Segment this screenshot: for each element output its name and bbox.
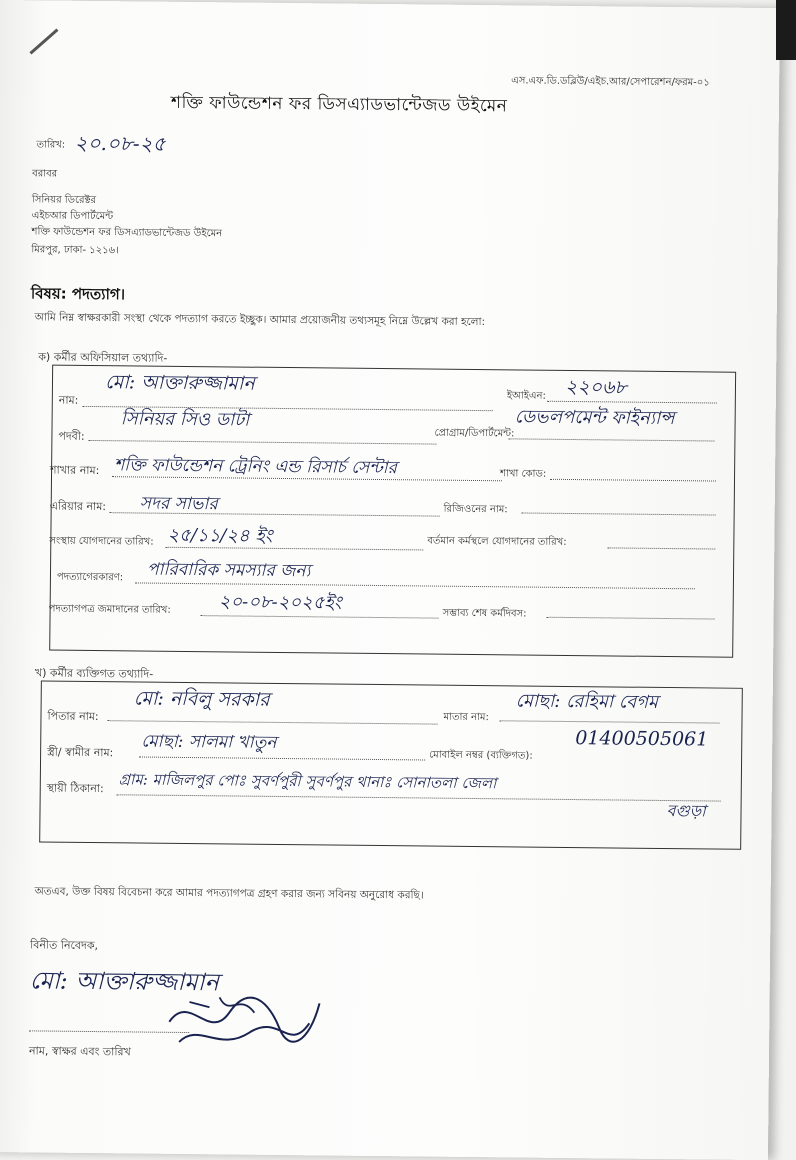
branch-label: শাখার নাম: bbox=[50, 463, 100, 478]
address-value-line-2: বগুড়া bbox=[666, 801, 706, 821]
subject: বিষয়: পদত্যাগ। bbox=[30, 284, 126, 304]
father-value: মো: নবিলু সরকার bbox=[133, 687, 270, 711]
reason-label: পদত্যাগেরকারণ: bbox=[56, 571, 124, 584]
area-value: সদর সাভার bbox=[139, 493, 218, 515]
name-value: মো: আক্তারুজ্জামান bbox=[104, 371, 255, 395]
official-heading: ক) কর্মীর অফিসিয়াল তথ্যাদি- bbox=[38, 350, 168, 365]
mother-label: মাতার নাম: bbox=[443, 711, 489, 724]
designation-value: সিনিয়র সিও ডাটা bbox=[120, 408, 250, 431]
personal-info-box bbox=[39, 680, 743, 849]
submit-date-value: ২০-০৮-২০২৫ইং bbox=[218, 591, 342, 614]
ein-value: ২২০৬৮ bbox=[564, 375, 627, 399]
branch-code-label: শাখা কোড: bbox=[500, 468, 547, 480]
personal-heading: খ) কর্মীর ব্যক্তিগত তথ্যাদি- bbox=[34, 666, 154, 681]
ein-label: ইআইএন: bbox=[506, 390, 546, 402]
date-label: তারিখ: bbox=[36, 139, 66, 151]
address-label: স্থায়ী ঠিকানা: bbox=[46, 781, 104, 796]
spouse-label: স্ত্রী/ স্বামীর নাম: bbox=[47, 745, 114, 760]
recipient-line-2: এইচআর ডিপার্টমেন্ট bbox=[31, 210, 114, 223]
mobile-label: মোবাইল নম্বর (ব্যক্তিগত): bbox=[429, 749, 533, 762]
program-label: প্রোগ্রাম/ডিপার্টমেন্ট: bbox=[434, 427, 515, 440]
organization-title: শক্তি ফাউন্ডেশন ফর ডিসএ্যাডভান্টেজড উইমেন bbox=[170, 92, 508, 117]
father-label: পিতার নাম: bbox=[47, 709, 99, 724]
recipient-line-1: সিনিয়র ডিরেক্টর bbox=[31, 194, 97, 207]
last-workday-label: সম্ভাব্য শেষ কর্মদিবস: bbox=[442, 607, 527, 620]
name-label: নাম: bbox=[58, 393, 79, 407]
signature bbox=[159, 982, 330, 1064]
mobile-value: 01400505061 bbox=[575, 727, 709, 751]
program-value: ডেভলপমেন্ট ফাইন্যান্স bbox=[514, 406, 675, 430]
intro-text: আমি নিম্ন স্বাক্ষরকারী সংস্থা থেকে পদত্যাগ করতে ইচ্ছুক। আমার প্রয়োজনীয় তথ্যসমূহ নিম্নে উল্লেখ করা হলো: bbox=[34, 311, 486, 329]
branch-value: শক্তি ফাউন্ডেশন ট্রেনিং এন্ড রিসার্চ সেন্টার bbox=[114, 455, 398, 479]
joining-label: সংস্থায় যোগদানের তারিখ: bbox=[49, 535, 154, 548]
reason-value: পারিবারিক সমস্যার জন্য bbox=[146, 559, 311, 582]
regards: বিনীত নিবেদক, bbox=[30, 938, 99, 953]
signer-name-handwritten: মো: আক্তারুজ্জামান bbox=[29, 966, 220, 997]
date-value: ২০.০৮-২৫ bbox=[74, 130, 166, 156]
joining-value: ২৫/১১/২৪ ইং bbox=[167, 524, 273, 547]
official-info-box bbox=[49, 365, 736, 658]
to-label: বরাবর bbox=[32, 168, 58, 180]
background-edge bbox=[776, 0, 796, 60]
spouse-value: মোছা: সালমা খাতুন bbox=[141, 731, 277, 753]
sign-label: নাম, স্বাক্ষর এবং তারিখ bbox=[28, 1044, 131, 1059]
region-label: রিজিওনের নাম: bbox=[443, 503, 508, 516]
designation-label: পদবী: bbox=[58, 429, 85, 443]
recipient-line-3: শক্তি ফাউন্ডেশন ফর ডিসএ্যাডভান্টেজড উইমেন bbox=[31, 226, 223, 240]
submit-date-label: পদত্যাগপত্র জমাদানের তারিখ: bbox=[48, 603, 171, 616]
recipient-line-4: মিরপুর, ঢাকা- ১২১৬। bbox=[31, 244, 119, 257]
current-joining-label: বর্তমান কর্মস্থলে যোগদানের তারিখ: bbox=[427, 535, 567, 548]
form-code: এস.এফ.ডি.ডব্লিউ/এইচ.আর/সেপারেশন/ফরম-০১ bbox=[511, 75, 710, 89]
mother-value: মোছা: রেহিমা বেগম bbox=[515, 690, 659, 713]
area-label: এরিয়ার নাম: bbox=[49, 499, 107, 514]
pen-mark bbox=[29, 29, 58, 55]
address-value-line-1: গ্রাম: মাজিলপুর পোঃ সুবর্ণপুরী সুবর্ণপুর থানাঃ সোনাতলা জেলা bbox=[118, 770, 497, 793]
closing-text: অতএব, উক্ত বিষয় বিবেচনা করে আমার পদত্যাগপত্র গ্রহণ করার জন্য সবিনয় অনুরোধ করছি। bbox=[34, 885, 424, 902]
